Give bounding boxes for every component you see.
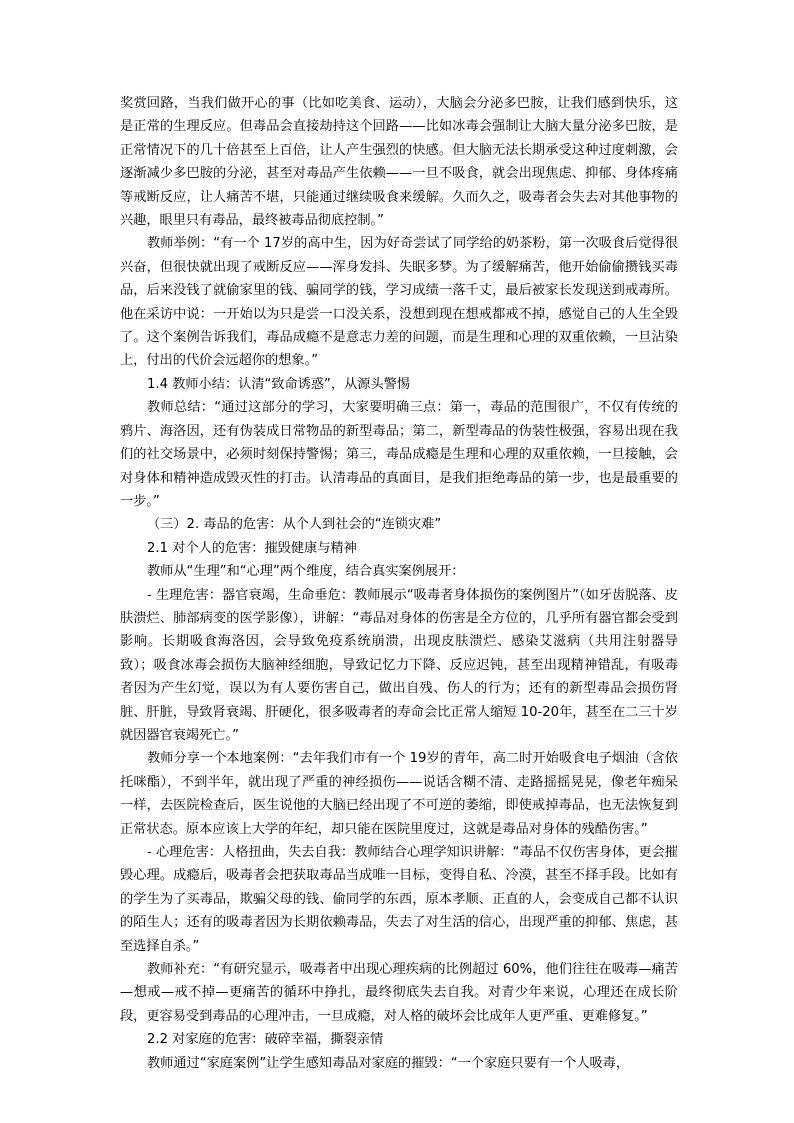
paragraph-teacher-example: 教师举例：“有一个 17岁的高中生，因为好奇尝试了同学给的奶茶粉，第一次吸食后觉得很兴奋，但很快就出现了戒断反应——浑身发抖、失眠多梦。为了缓解痛苦，他开始偷偷攒钱买毒品，后来没钱了就偷家里的钱、骗同学的钱，学习成绩一落千丈，最后被家长发现送到戒毒所。他在采访中说：一开始以为只是尝一口没关系，没想到现在想戒都戒不掉，感觉自己的人生全毁了。这个案例告诉我们，毒品成瘾不是意志力差的问题，而是生理和心理的双重依赖，一旦沾染上，付出的代价会远超你的想象。” — [120, 236, 678, 369]
paragraph-family-case: 教师通过“家庭案例”让学生感知毒品对家庭的摧毁：“一个家庭只要有一个人吸毒， — [147, 1055, 630, 1071]
paragraph-local-case: 教师分享一个本地案例：“去年我们市有一个 19岁的青年，高二时开始吸食电子烟油（含依托咪酯），不到半年，就出现了严重的神经损伤——说话含糊不清、走路摇摇晃晃，像老年痴呆一样，去医院检查后，医生说他的大脑已经出现了不可逆的萎缩，即使戒掉毒品，也无法恢复到正常状态。原本应该上大学的年纪，却只能在医院里度过，这就是毒品对身体的残酷伤害。” — [120, 751, 678, 837]
paragraph-reward-circuit: 奖赏回路，当我们做开心的事（比如吃美食、运动），大脑会分泌多巴胺，让我们感到快乐，这是正常的生理反应。但毒品会直接劫持这个回路——比如冰毒会强制让大脑大量分泌多巴胺，是正常情况下的几十倍甚至上百倍，让人产生强烈的快感。但大脑无法长期承受这种过度刺激，会逐渐减少多巴胺的分泌，甚至对毒品产生依赖——一旦不吸食，就会出现焦虑、抑郁、身体疼痛等戒断反应，让人痛苦不堪，只能通过继续吸食来缓解。久而久之，吸毒者会失去对其他事物的兴趣，眼里只有毒品，最终被毒品彻底控制。” — [120, 96, 678, 229]
document-body — [120, 92, 678, 1075]
paragraph-teacher-supplement: 教师补充：“有研究显示，吸毒者中出现心理疾病的比例超过 60%，他们往往在吸毒—痛苦—想戒—戒不掉—更痛苦的循环中挣扎，最终彻底失去自我。对青少年来说，心理还在成长阶段，更容易受到毒品的心理冲击，一旦成瘾，对人格的破坏会比成年人更严重、更难修复。” — [120, 962, 678, 1024]
paragraph-two-dimensions: 教师从“生理”和“心理”两个维度，结合真实案例展开： — [147, 564, 465, 580]
heading-section-3-harms: （三）2. 毒品的危害：从个人到社会的“连锁灾难” — [147, 517, 442, 533]
paragraph-teacher-summary: 教师总结：“通过这部分的学习，大家要明确三点：第一，毒品的范围很广，不仅有传统的鸦片、海洛因，还有伪装成日常物品的新型毒品；第二，新型毒品的伪装性极强，容易出现在我们的社交场景中，必须时刻保持警惕；第三，毒品成瘾是生理和心理的双重依赖，一旦接触，会对身体和精神造成毁灭性的打击。认清毒品的真面目，是我们拒绝毒品的第一步，也是最重要的一步。” — [120, 400, 678, 509]
heading-2-1-individual-harm: 2.1 对个人的危害：摧毁健康与精神 — [147, 540, 357, 556]
paragraph-physical-harm: - 生理危害：器官衰竭，生命垂危：教师展示“吸毒者身体损伤的案例图片”（如牙齿脱落、皮肤溃烂、肺部病变的医学影像），讲解：“毒品对身体的伤害是全方位的，几乎所有器官都会受到影响。长期吸食海洛因，会导致免疫系统崩溃，出现皮肤溃烂、感染艾滋病（共用注射器导致）；吸食冰毒会损伤大脑神经细胞，导致记忆力下降、反应迟钝，甚至出现精神错乱，有吸毒者因为产生幻觉，误以为有人要伤害自己，做出自残、伤人的行为；还有的新型毒品会损伤肾脏、肝脏，导致肾衰竭、肝硬化，很多吸毒者的寿命会比正常人缩短 10-20年，甚至在二三十岁就因器官衰竭死亡。” — [120, 587, 678, 743]
heading-2-2-family-harm: 2.2 对家庭的危害：破碎幸福，撕裂亲情 — [147, 1032, 384, 1048]
paragraph-psychological-harm: - 心理危害：人格扭曲，失去自我：教师结合心理学知识讲解：“毒品不仅伤害身体，更会摧毁心理。成瘾后，吸毒者会把获取毒品当成唯一目标，变得自私、冷漠，甚至不择手段。比如有的学生为了买毒品，欺骗父母的钱、偷同学的东西，原本孝顺、正直的人，会变成自己都不认识的陌生人；还有的吸毒者因为长期依赖毒品，失去了对生活的信心，出现严重的抑郁、焦虑，甚至选择自杀。” — [120, 845, 678, 954]
heading-1-4-summary: 1.4 教师小结：认清“致命诱惑”，从源头警惕 — [147, 376, 411, 392]
